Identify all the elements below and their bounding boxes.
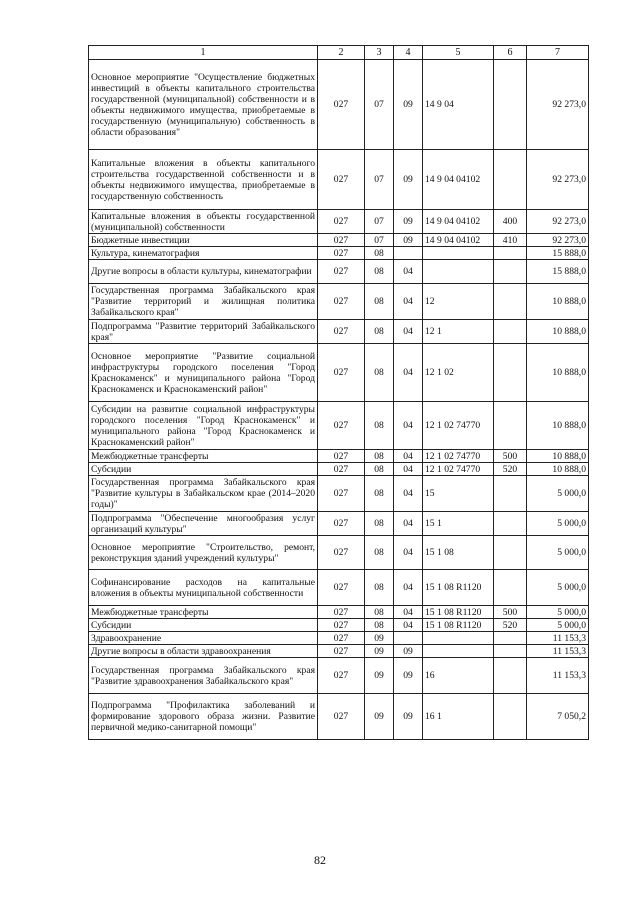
section-code-cell: 08 [365, 402, 394, 450]
ministry-code-cell: 027 [318, 570, 365, 606]
row-name-cell: Бюджетные инвестиции [89, 234, 318, 247]
table-row [89, 619, 589, 632]
ministry-code-cell: 027 [318, 619, 365, 632]
table-row [89, 512, 589, 536]
target-item-cell: 15 1 08 R1120 [423, 570, 494, 606]
table-row [89, 320, 589, 344]
amount-cell: 11 153,3 [527, 658, 589, 694]
amount-cell: 5 000,0 [527, 536, 589, 570]
subsection-code-cell: 04 [394, 320, 423, 344]
target-item-cell [423, 632, 494, 645]
expense-type-cell [494, 658, 527, 694]
ministry-code-cell: 027 [318, 344, 365, 402]
table-row [89, 536, 589, 570]
target-item-cell: 14 9 04 04102 [423, 234, 494, 247]
table-row [89, 476, 589, 512]
row-name-cell: Субсидии [89, 619, 318, 632]
ministry-code-cell: 027 [318, 402, 365, 450]
amount-cell: 10 888,0 [527, 284, 589, 320]
row-name-cell: Государственная программа Забайкальского края "Развитие территорий и жилищная политика Забайкальского края" [89, 284, 318, 320]
header-row [89, 46, 589, 60]
table-row [89, 450, 589, 463]
table-row [89, 694, 589, 740]
target-item-cell: 16 1 [423, 694, 494, 740]
amount-cell: 11 153,3 [527, 632, 589, 645]
subsection-code-cell: 04 [394, 450, 423, 463]
section-code-cell: 08 [365, 619, 394, 632]
amount-cell: 15 888,0 [527, 247, 589, 260]
target-item-cell: 12 1 02 74770 [423, 463, 494, 476]
ministry-code-cell: 027 [318, 284, 365, 320]
row-name-cell: Капитальные вложения в объекты государственной (муниципальной) собственности [89, 210, 318, 234]
row-name-cell: Капитальные вложения в объекты капитального строительства государственной собственности и в объекты недвижимого имущества, приобретаемые в государственную собственность [89, 150, 318, 210]
table-row [89, 570, 589, 606]
section-code-cell: 08 [365, 320, 394, 344]
expense-type-cell [494, 150, 527, 210]
subsection-code-cell: 09 [394, 658, 423, 694]
ministry-code-cell: 027 [318, 536, 365, 570]
expense-type-cell [494, 476, 527, 512]
table-row [89, 463, 589, 476]
ministry-code-cell: 027 [318, 694, 365, 740]
ministry-code-cell: 027 [318, 463, 365, 476]
target-item-cell: 15 1 08 [423, 536, 494, 570]
ministry-code-cell: 027 [318, 260, 365, 284]
section-code-cell: 09 [365, 694, 394, 740]
row-name-cell: Культура, кинематография [89, 247, 318, 260]
subsection-code-cell: 09 [394, 150, 423, 210]
target-item-cell: 12 1 02 [423, 344, 494, 402]
ministry-code-cell: 027 [318, 476, 365, 512]
ministry-code-cell: 027 [318, 210, 365, 234]
expense-type-cell: 410 [494, 234, 527, 247]
section-code-cell: 09 [365, 645, 394, 658]
section-code-cell: 08 [365, 247, 394, 260]
amount-cell: 5 000,0 [527, 476, 589, 512]
subsection-code-cell: 04 [394, 570, 423, 606]
expense-type-cell [494, 344, 527, 402]
header-cell: 3 [365, 46, 394, 60]
amount-cell: 7 050,2 [527, 694, 589, 740]
expense-type-cell [494, 60, 527, 150]
table-row [89, 344, 589, 402]
ministry-code-cell: 027 [318, 320, 365, 344]
amount-cell: 5 000,0 [527, 619, 589, 632]
expense-type-cell [494, 645, 527, 658]
expense-type-cell: 520 [494, 463, 527, 476]
row-name-cell: Основное мероприятие "Строительство, ремонт, реконструкция зданий учреждений культуры" [89, 536, 318, 570]
subsection-code-cell: 04 [394, 260, 423, 284]
expense-type-cell [494, 632, 527, 645]
table-row [89, 284, 589, 320]
section-code-cell: 07 [365, 60, 394, 150]
target-item-cell: 15 1 08 R1120 [423, 606, 494, 619]
section-code-cell: 07 [365, 150, 394, 210]
header-cell: 2 [318, 46, 365, 60]
target-item-cell: 15 1 08 R1120 [423, 619, 494, 632]
target-item-cell: 14 9 04 [423, 60, 494, 150]
expense-type-cell [494, 247, 527, 260]
expense-type-cell [494, 284, 527, 320]
table-row [89, 60, 589, 150]
ministry-code-cell: 027 [318, 512, 365, 536]
expense-type-cell [494, 536, 527, 570]
expense-type-cell: 500 [494, 450, 527, 463]
target-item-cell: 12 [423, 284, 494, 320]
amount-cell: 5 000,0 [527, 512, 589, 536]
section-code-cell: 08 [365, 344, 394, 402]
expense-type-cell [494, 402, 527, 450]
amount-cell: 11 153,3 [527, 645, 589, 658]
ministry-code-cell: 027 [318, 150, 365, 210]
table-row [89, 247, 589, 260]
ministry-code-cell: 027 [318, 645, 365, 658]
section-code-cell: 08 [365, 463, 394, 476]
ministry-code-cell: 027 [318, 606, 365, 619]
target-item-cell: 12 1 02 74770 [423, 402, 494, 450]
subsection-code-cell: 09 [394, 645, 423, 658]
ministry-code-cell: 027 [318, 658, 365, 694]
target-item-cell: 15 1 [423, 512, 494, 536]
amount-cell: 92 273,0 [527, 60, 589, 150]
section-code-cell: 08 [365, 260, 394, 284]
target-item-cell: 16 [423, 658, 494, 694]
row-name-cell: Межбюджетные трансферты [89, 450, 318, 463]
section-code-cell: 08 [365, 450, 394, 463]
subsection-code-cell: 09 [394, 234, 423, 247]
ministry-code-cell: 027 [318, 450, 365, 463]
header-cell: 6 [494, 46, 527, 60]
amount-cell: 10 888,0 [527, 450, 589, 463]
target-item-cell: 12 1 [423, 320, 494, 344]
page-number: 82 [314, 853, 326, 867]
section-code-cell: 08 [365, 476, 394, 512]
subsection-code-cell: 04 [394, 402, 423, 450]
section-code-cell: 07 [365, 210, 394, 234]
amount-cell: 92 273,0 [527, 150, 589, 210]
subsection-code-cell: 04 [394, 476, 423, 512]
subsection-code-cell: 04 [394, 463, 423, 476]
row-name-cell: Межбюджетные трансферты [89, 606, 318, 619]
target-item-cell [423, 260, 494, 284]
row-name-cell: Подпрограмма "Обеспечение многообразия услуг организаций культуры" [89, 512, 318, 536]
row-name-cell: Подпрограмма "Развитие территорий Забайкальского края" [89, 320, 318, 344]
table-row [89, 150, 589, 210]
table-row [89, 658, 589, 694]
subsection-code-cell: 09 [394, 210, 423, 234]
target-item-cell: 14 9 04 04102 [423, 210, 494, 234]
row-name-cell: Подпрограмма "Профилактика заболеваний и формирование здорового образа жизни. Развитие первичной медико-санитарной помощи" [89, 694, 318, 740]
amount-cell: 10 888,0 [527, 463, 589, 476]
subsection-code-cell: 04 [394, 619, 423, 632]
amount-cell: 5 000,0 [527, 606, 589, 619]
amount-cell: 92 273,0 [527, 234, 589, 247]
ministry-code-cell: 027 [318, 632, 365, 645]
row-name-cell: Здравоохранение [89, 632, 318, 645]
amount-cell: 15 888,0 [527, 260, 589, 284]
row-name-cell: Другие вопросы в области здравоохранения [89, 645, 318, 658]
ministry-code-cell: 027 [318, 247, 365, 260]
amount-cell: 10 888,0 [527, 402, 589, 450]
table-row [89, 260, 589, 284]
subsection-code-cell [394, 247, 423, 260]
subsection-code-cell: 04 [394, 536, 423, 570]
ministry-code-cell: 027 [318, 60, 365, 150]
expense-type-cell [494, 694, 527, 740]
expense-type-cell: 400 [494, 210, 527, 234]
section-code-cell: 08 [365, 512, 394, 536]
row-name-cell: Государственная программа Забайкальского края "Развитие культуры в Забайкальском крае (2014–2020 годы)" [89, 476, 318, 512]
ministry-code-cell: 027 [318, 234, 365, 247]
table-row [89, 402, 589, 450]
row-name-cell: Субсидии на развитие социальной инфраструктуры городского поселения "Город Краснокаменск" и муниципального района "Город Краснокаменск и Краснокаменский район" [89, 402, 318, 450]
expense-type-cell: 520 [494, 619, 527, 632]
expense-type-cell [494, 512, 527, 536]
table-row [89, 606, 589, 619]
subsection-code-cell: 04 [394, 606, 423, 619]
target-item-cell: 14 9 04 04102 [423, 150, 494, 210]
subsection-code-cell: 09 [394, 60, 423, 150]
target-item-cell: 12 1 02 74770 [423, 450, 494, 463]
amount-cell: 92 273,0 [527, 210, 589, 234]
header-cell: 1 [89, 46, 318, 60]
subsection-code-cell: 04 [394, 512, 423, 536]
row-name-cell: Государственная программа Забайкальского края "Развитие здравоохранения Забайкальского края" [89, 658, 318, 694]
section-code-cell: 08 [365, 570, 394, 606]
table-row [89, 210, 589, 234]
row-name-cell: Основное мероприятие "Развитие социальной инфраструктуры городского поселения "Город Краснокаменск" и муниципального района "Город Краснокаменск и Краснокаменский район" [89, 344, 318, 402]
expense-type-cell: 500 [494, 606, 527, 619]
budget-table [88, 45, 589, 740]
subsection-code-cell [394, 632, 423, 645]
amount-cell: 10 888,0 [527, 344, 589, 402]
target-item-cell: 15 [423, 476, 494, 512]
section-code-cell: 08 [365, 284, 394, 320]
table-row [89, 234, 589, 247]
header-cell: 4 [394, 46, 423, 60]
row-name-cell: Субсидии [89, 463, 318, 476]
expense-type-cell [494, 320, 527, 344]
section-code-cell: 08 [365, 536, 394, 570]
section-code-cell: 08 [365, 606, 394, 619]
row-name-cell: Другие вопросы в области культуры, кинематографии [89, 260, 318, 284]
section-code-cell: 07 [365, 234, 394, 247]
row-name-cell: Софинансирование расходов на капитальные вложения в объекты муниципальной собственности [89, 570, 318, 606]
table-row [89, 632, 589, 645]
subsection-code-cell: 04 [394, 284, 423, 320]
target-item-cell [423, 645, 494, 658]
row-name-cell: Основное мероприятие "Осуществление бюджетных инвестиций в объекты капитального строительства государственной (муниципальной) собственности и в объекты недвижимого имущества, приобретаемые в государственную (муниципальную) собственность в области образования" [89, 60, 318, 150]
subsection-code-cell: 09 [394, 694, 423, 740]
section-code-cell: 09 [365, 632, 394, 645]
table-body [89, 46, 589, 740]
header-cell: 7 [527, 46, 589, 60]
section-code-cell: 09 [365, 658, 394, 694]
header-cell: 5 [423, 46, 494, 60]
expense-type-cell [494, 570, 527, 606]
expense-type-cell [494, 260, 527, 284]
table-row [89, 645, 589, 658]
amount-cell: 10 888,0 [527, 320, 589, 344]
amount-cell: 5 000,0 [527, 570, 589, 606]
target-item-cell [423, 247, 494, 260]
subsection-code-cell: 04 [394, 344, 423, 402]
